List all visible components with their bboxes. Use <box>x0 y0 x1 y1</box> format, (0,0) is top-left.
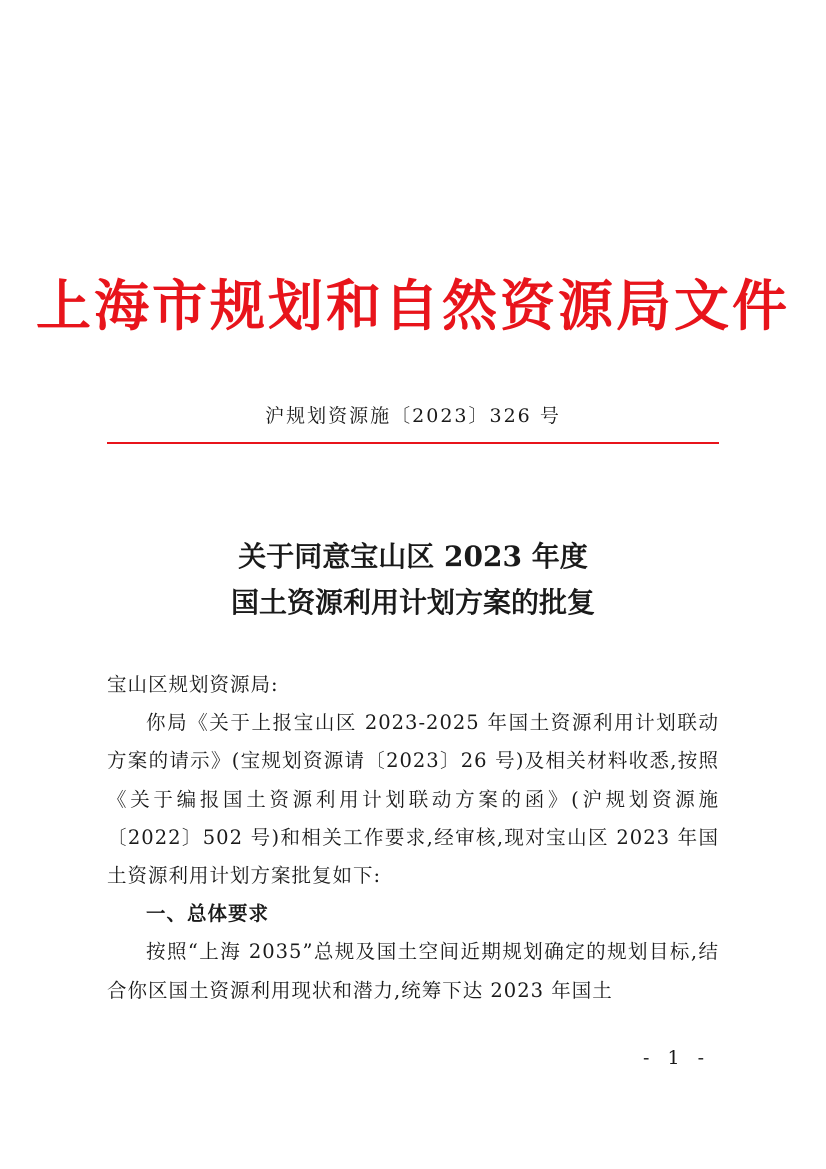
body-paragraph-2: 按照“上海 2035”总规及国土空间近期规划确定的规划目标,结合你区国土资源利用现状和潜力,统筹下达 2023 年国土 <box>107 940 719 1002</box>
red-separator-line <box>107 442 719 444</box>
section-heading-1: 一、总体要求 <box>146 902 270 926</box>
addressee: 宝山区规划资源局: <box>107 673 279 696</box>
document-body <box>107 666 719 1010</box>
subject-line-2: 国土资源利用计划方案的批复 <box>230 586 595 619</box>
document-number: 沪规划资源施〔2023〕326 号 <box>265 405 561 427</box>
issuing-authority-title: 上海市规划和自然资源局文件 <box>35 273 790 338</box>
document-subject <box>0 534 826 626</box>
body-paragraph-1: 你局《关于上报宝山区 2023-2025 年国土资源利用计划联动方案的请示》(宝规划资源请〔2023〕26 号)及相关材料收悉,按照《关于编报国土资源利用计划联动方案的函》(沪规划资源施〔2022〕502 号)和相关工作要求,经审核,现对宝山区 2023 年国土资源利用计划方案批复如下: <box>107 711 719 888</box>
page-number: - 1 - <box>642 1047 710 1069</box>
subject-line-1: 关于同意宝山区 2023 年度 <box>238 540 588 573</box>
